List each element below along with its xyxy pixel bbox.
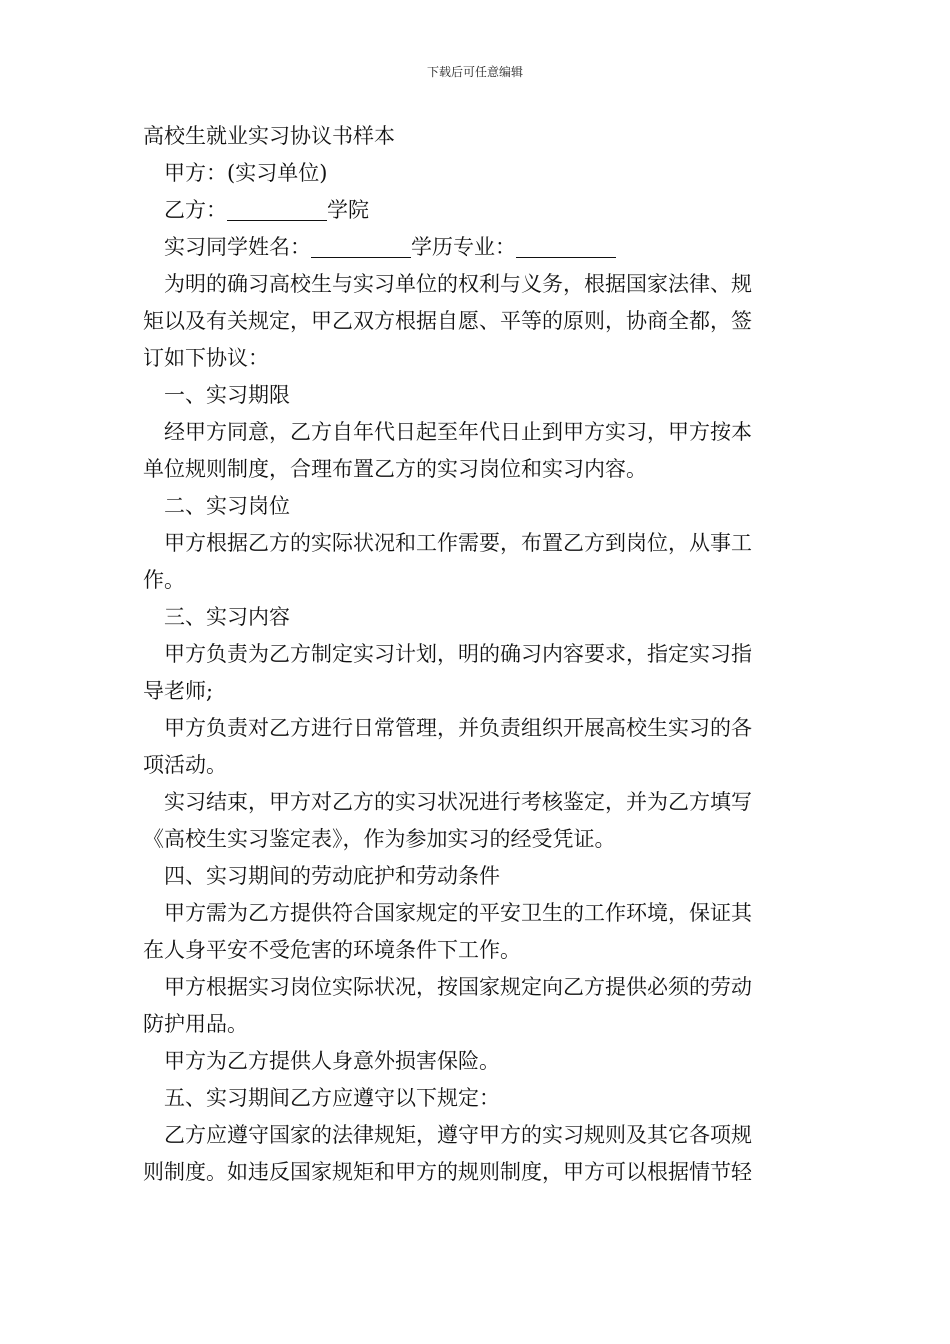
paragraph-line: 防护用品。 <box>143 1012 248 1036</box>
paragraph-line: 则制度。如违反国家规矩和甲方的规则制度，甲方可以根据情节轻 <box>143 1160 752 1184</box>
party-b-suffix: 学院 <box>327 198 369 222</box>
paragraph-line: 甲方根据实习岗位实际状况，按国家规定向乙方提供必须的劳动 <box>164 975 752 999</box>
paragraph-line: 乙方应遵守国家的法律规矩，遵守甲方的实习规则及其它各项规 <box>164 1123 752 1147</box>
intro-line: 矩以及有关规定，甲乙双方根据自愿、平等的原则，协商全都，签 <box>143 309 752 333</box>
section-heading: 四、实习期间的劳动庇护和劳动条件 <box>164 864 500 888</box>
paragraph-line: 甲方需为乙方提供符合国家规定的平安卫生的工作环境，保证其 <box>164 901 752 925</box>
major-blank <box>516 236 616 258</box>
paragraph-line: 在人身平安不受危害的环境条件下工作。 <box>143 938 521 962</box>
party-a-line: 甲方：(实习单位) <box>164 161 328 185</box>
intro-line: 为明的确习高校生与实习单位的权利与义务，根据国家法律、规 <box>164 272 752 296</box>
student-info-line <box>143 229 807 266</box>
major-label: 学历专业： <box>411 235 516 259</box>
document-title: 高校生就业实习协议书样本 <box>143 124 395 148</box>
page-header-note: 下载后可任意编辑 <box>426 65 523 79</box>
section-heading: 五、实习期间乙方应遵守以下规定： <box>164 1086 500 1110</box>
paragraph-line: 甲方为乙方提供人身意外损害保险。 <box>164 1049 500 1073</box>
intro-line: 订如下协议： <box>143 346 269 370</box>
section-heading: 一、实习期限 <box>164 383 290 407</box>
student-name-blank <box>311 236 411 258</box>
paragraph-line: 甲方根据乙方的实际状况和工作需要，布置乙方到岗位，从事工 <box>164 531 752 555</box>
paragraph-line: 甲方负责为乙方制定实习计划，明的确习内容要求，指定实习指 <box>164 642 752 666</box>
paragraph-line: 项活动。 <box>143 753 227 777</box>
student-name-label: 实习同学姓名： <box>164 235 311 259</box>
party-b-blank <box>227 199 327 221</box>
document-body <box>143 118 807 1191</box>
paragraph-line: 实习结束，甲方对乙方的实习状况进行考核鉴定，并为乙方填写 <box>164 790 752 814</box>
paragraph-line: 单位规则制度，合理布置乙方的实习岗位和实习内容。 <box>143 457 647 481</box>
section-heading: 二、实习岗位 <box>164 494 290 518</box>
paragraph-line: 《高校生实习鉴定表》，作为参加实习的经受凭证。 <box>143 827 616 851</box>
paragraph-line: 作。 <box>143 568 185 592</box>
paragraph-line: 甲方负责对乙方进行日常管理，并负责组织开展高校生实习的各 <box>164 716 752 740</box>
paragraph-line: 经甲方同意，乙方自年代日起至年代日止到甲方实习，甲方按本 <box>164 420 752 444</box>
section-heading: 三、实习内容 <box>164 605 290 629</box>
party-b-label: 乙方： <box>164 198 227 222</box>
party-b-line <box>143 192 807 229</box>
paragraph-line: 导老师; <box>143 679 214 703</box>
